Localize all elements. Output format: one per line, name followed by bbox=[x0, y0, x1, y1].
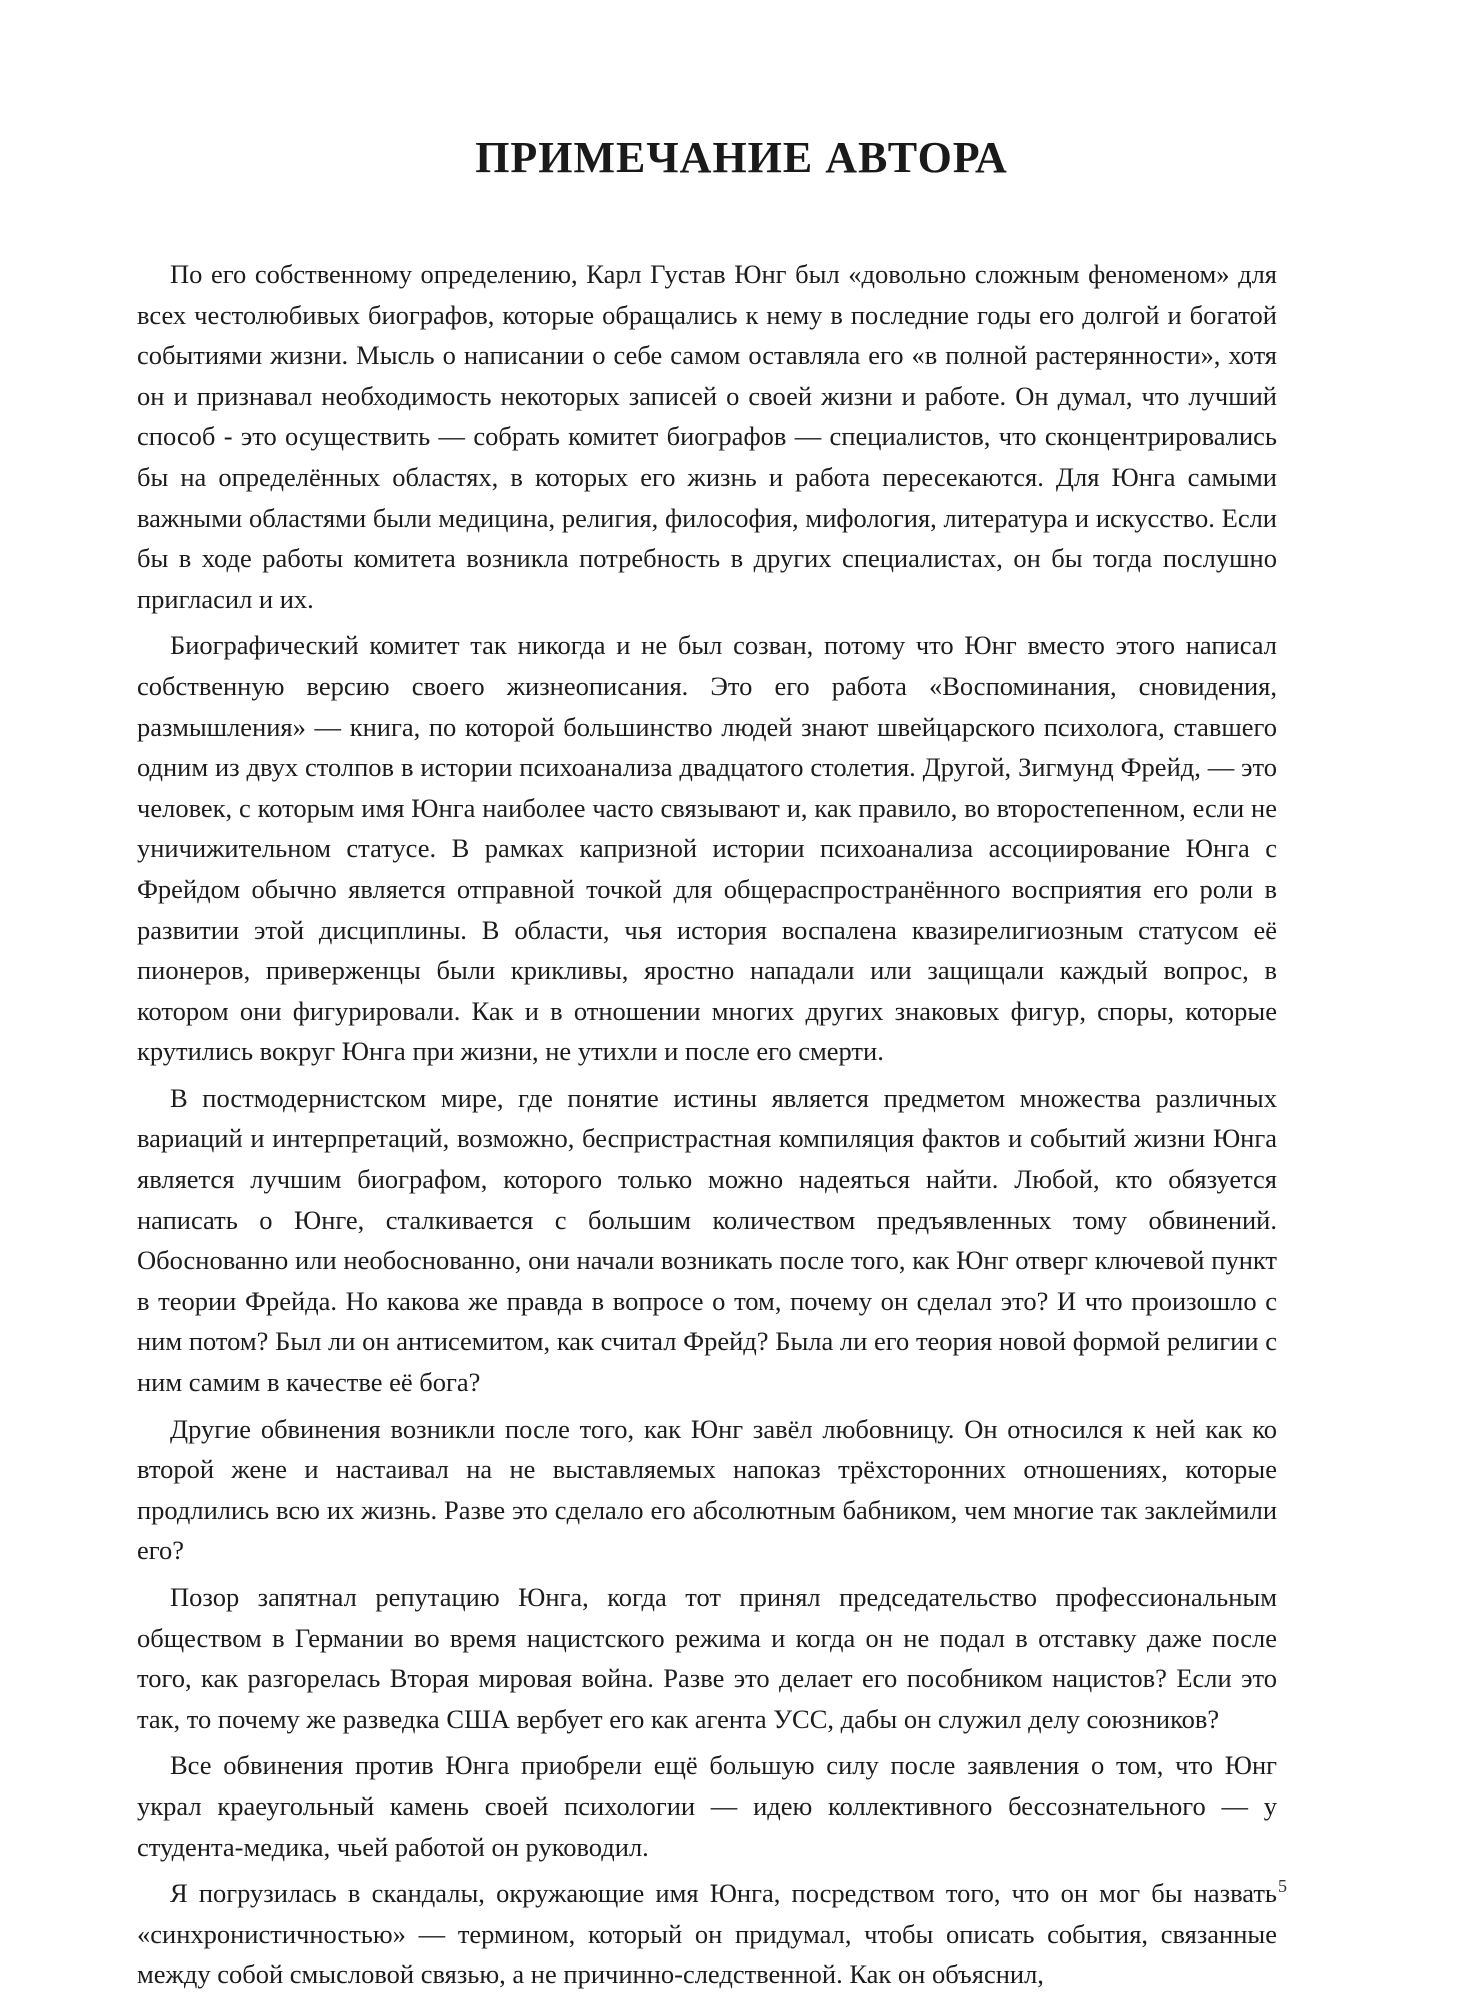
page-title: ПРИМЕЧАНИЕ АВТОРА bbox=[475, 133, 1008, 182]
paragraph: Все обвинения против Юнга приобрели ещё большую силу после заявления о том, что Юнг украл краеугольный камень своей психологии — идею коллективного бессознательного — у студента-медика, чьей работой он руководил. bbox=[137, 1750, 1277, 1862]
paragraph: Биографический комитет так никогда и не был созван, потому что Юнг вместо этого написал собственную версию своего жизнеописания. Это его работа «Воспоминания, сновидения, размышления» — книга, по которой большинство людей знают швейцарского психолога, ставшего одним из двух столпов в истории психоанализа двадцатого столетия. Другой, Зигмунд Фрейд, — это человек, с которым имя Юнга наиболее часто связывают и, как правило, во второстепенном, если не уничижительном статусе. В рамках капризной истории психоанализа ассоциирование Юнга с Фрейдом обычно является отправной точкой для общераспространённого восприятия его роли в развитии этой дисциплины. В области, чья история воспалена квазирелигиозным статусом её пионеров, приверженцы были крикливы, яростно нападали или защищали каждый вопрос, в котором они фигурировали. Как и в отношении многих других знаковых фигур, споры, которые крутились вокруг Юнга при жизни, не утихли и после его смерти. bbox=[137, 630, 1277, 1067]
paragraph: Я погрузилась в скандалы, окружающие имя Юнга, посредством того, что он мог бы назвать «синхронистичностью» — термином, который он придумал, чтобы описать события, связанные между собой смысловой связью, а не причинно-следственной. Как он объяснил, bbox=[137, 1878, 1277, 1990]
paragraph: Позор запятнал репутацию Юнга, когда тот принял председательство профессиональным обществом в Германии во время нацистского режима и когда он не подал в отставку даже после того, как разгорелась Вторая мировая война. Разве это делает его пособником нацистов? Если это так, то почему же разведка США вербует его как агента УСС, дабы он служил делу союзников? bbox=[137, 1582, 1277, 1734]
paragraph: По его собственному определению, Карл Густав Юнг был «довольно сложным феноменом» для всех честолюбивых биографов, которые обращались к нему в последние годы его долгой и богатой событиями жизни. Мысль о написании о себе самом оставляла его «в полной растерянности», хотя он и признавал необходимость некоторых записей о своей жизни и работе. Он думал, что лучший способ - это осуществить — собрать комитет биографов — специалистов, что сконцентрировались бы на определённых областях, в которых его жизнь и работа пересекаются. Для Юнга самыми важными областями были медицина, религия, философия, мифология, литература и искусство. Если бы в ходе работы комитета возникла потребность в других специалистах, он бы тогда послушно пригласил и их. bbox=[137, 259, 1277, 614]
page-number: 5 bbox=[1278, 1876, 1287, 1896]
body-text bbox=[137, 254, 1277, 2001]
paragraph: Другие обвинения возникли после того, как Юнг завёл любовницу. Он относился к ней как ко второй жене и настаивал на не выставляемых напоказ трёхсторонних отношениях, которые продлились всю их жизнь. Разве это сделало его абсолютным бабником, чем многие так заклеймили его? bbox=[137, 1413, 1277, 1566]
paragraph: В постмодернистском мире, где понятие истины является предметом множества различных вариаций и интерпретаций, возможно, беспристрастная компиляция фактов и событий жизни Юнга является лучшим биографом, которого только можно надеяться найти. Любой, кто обязуется написать о Юнге, сталкивается с большим количеством предъявленных тому обвинений. Обоснованно или необоснованно, они начали возникать после того, как Юнг отверг ключевой пункт в теории Фрейда. Но какова же правда в вопросе о том, почему он сделал это? И что произошло с ним потом? Был ли он антисемитом, как считал Фрейд? Была ли его теория новой формой религии с ним самим в качестве её бога? bbox=[137, 1082, 1277, 1398]
